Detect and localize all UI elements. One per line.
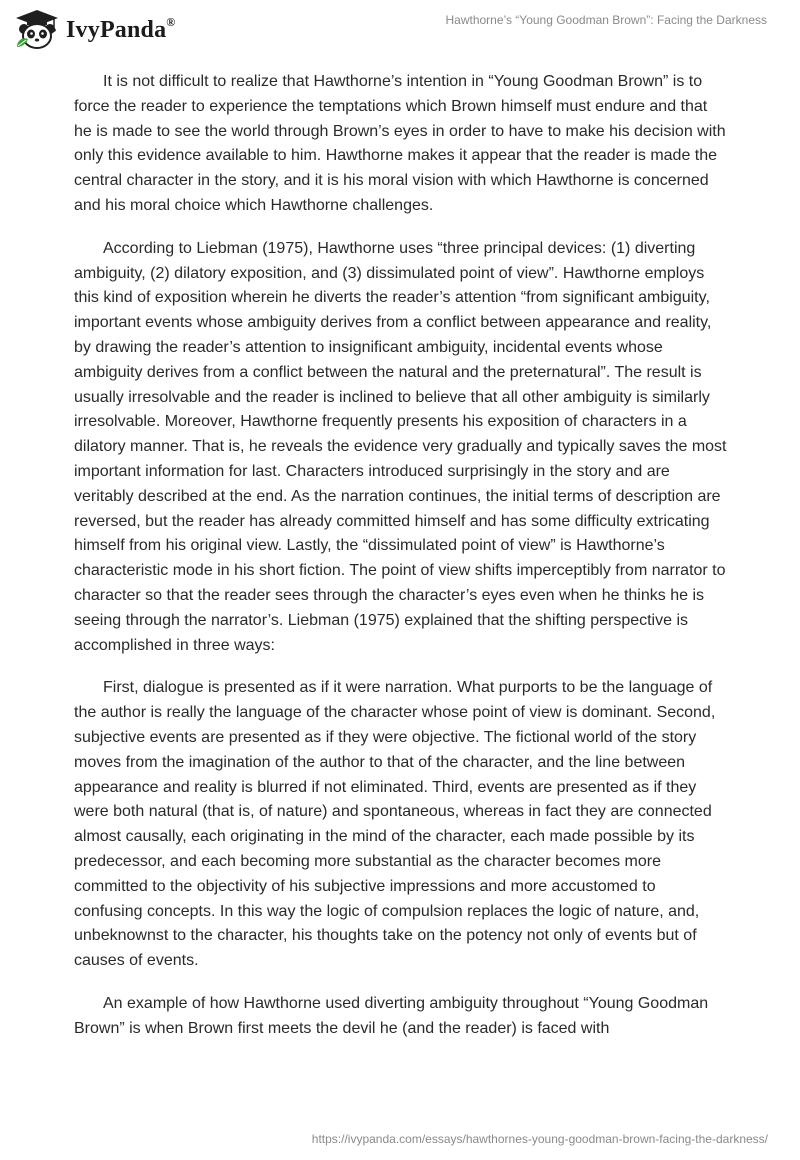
source-url[interactable]: https://ivypanda.com/essays/hawthornes-young-goodman-brown-facing-the-darkness/ — [311, 1132, 768, 1146]
paragraph: First, dialogue is presented as if it were narration. What purports to be the language of the author is really the language of the character whose point of view is dominant. Second, subjective events are presented as if they were objective. The fictional world of the story moves from the imagination of the author to that of the character, and the line between appearance and reality is blurred if not eliminated. Third, events are presented as if they were both natural (that is, of nature) and spontaneous, whereas in fact they are connected almost causally, each originating in the mind of the character, each made possible by its predecessor, and each becoming more substantial as the character becomes more committed to the objectivity of his subjective impressions and more accustomed to confusing concepts. In this way the logic of compulsion replaces the logic of nature, and, unbeknownst to the character, his thoughts take on the potency not only of events but of causes of events. — [74, 679, 716, 970]
panda-graduate-icon — [14, 9, 60, 51]
essay-body — [74, 70, 728, 1059]
page-header — [0, 0, 800, 64]
paragraph: According to Liebman (1975), Hawthorne uses “three principal devices: (1) diverting ambiguity, (2) dilatory exposition, and (3) dissimulated point of view”. Hawthorne employs this kind of exposition wherein he diverts the reader’s attention “from significant ambiguity, important events whose ambiguity derives from a conflict between appearance and reality, by drawing the reader’s attention to insignificant ambiguity, incidental events whose ambiguity derives from a conflict between the natural and the preternatural”. The result is usually irresolvable and the reader is inclined to believe that all other ambiguity is similarly irresolvable. Moreover, Hawthorne frequently presents his exposition of characters in a dilatory manner. That is, he reveals the evidence very gradually and typically saves the most important information for last. Characters introduced surprisingly in the story and are veritably described at the end. As the narration continues, the initial terms of description are reversed, but the reader has already committed himself and has some difficulty extricating himself from his original view. Lastly, the “dissimulated point of view” is Hawthorne’s characteristic mode in his short fiction. The point of view shifts imperceptibly from narrator to character so that the reader sees through the character’s eyes even when he thinks he is seeing through the narrator’s. Liebman (1975) explained that the shifting perspective is accomplished in three ways: — [74, 239, 727, 654]
document-title: Hawthorne’s “Young Goodman Brown”: Facing the Darkness — [445, 13, 767, 27]
paragraph: It is not difficult to realize that Hawthorne’s intention in “Young Goodman Brown” is to force the reader to experience the temptations which Brown himself must endure and that he is made to see the world through Brown’s eyes in order to have to make his decision with only this evidence available to him. Hawthorne makes it appear that the reader is made the central character in the story, and it is his moral vision with which Hawthorne is concerned and his moral choice which Hawthorne challenges. — [74, 73, 726, 214]
paragraph: An example of how Hawthorne used diverting ambiguity throughout “Young Goodman Brown” is when Brown first meets the devil he (and the reader) is faced with — [74, 994, 709, 1037]
brand-name: IvyPanda® — [66, 14, 176, 43]
ivypanda-logo[interactable] — [14, 9, 175, 51]
